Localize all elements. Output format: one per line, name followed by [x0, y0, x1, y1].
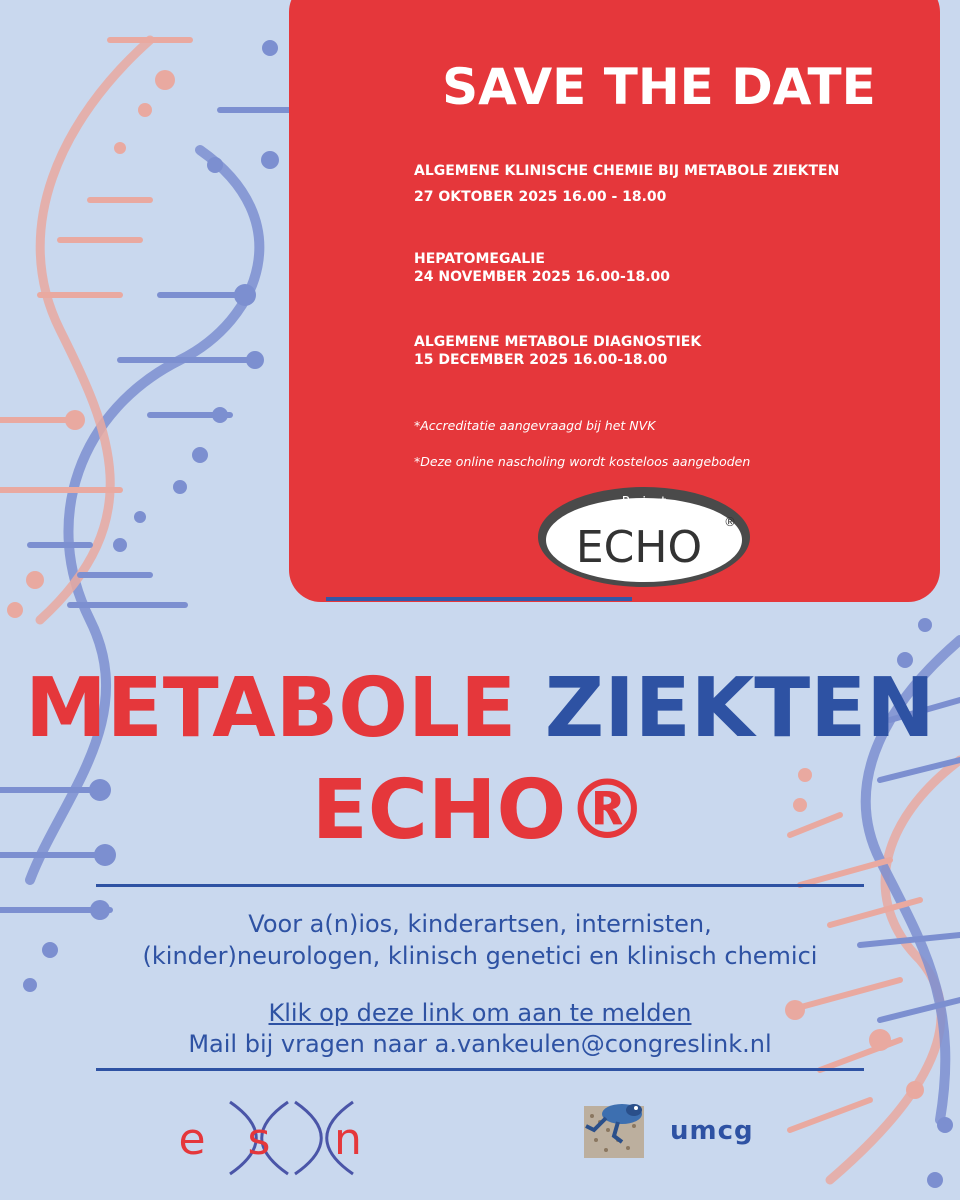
event-datetime: 24 NOVEMBER 2025 16.00-18.00	[414, 269, 671, 285]
echo-logo-top-text: Project	[621, 495, 667, 510]
main-title-line-2: ECHO®	[311, 763, 649, 858]
esn-letter-s: s	[247, 1114, 271, 1165]
event-2	[414, 250, 670, 286]
free-note: *Deze online nascholing wordt kosteloos aangeboden	[414, 454, 751, 469]
save-the-date-heading: SAVE THE DATE	[442, 58, 876, 116]
event-datetime: 15 DECEMBER 2025 16.00-18.00	[414, 352, 668, 368]
esn-letter-e: e	[178, 1114, 206, 1165]
event-title: ALGEMENE KLINISCHE CHEMIE BIJ METABOLE ZIEKTEN	[414, 163, 840, 179]
divider-top	[96, 884, 864, 887]
card-underline	[326, 597, 632, 601]
project-echo-logo	[535, 484, 753, 590]
main-title-line-1	[0, 661, 960, 756]
echo-logo-registered-mark: ®	[724, 515, 736, 529]
esn-logo	[170, 1096, 370, 1180]
audience-line-2: (kinder)neurologen, klinisch genetici en klinisch chemici	[142, 942, 818, 970]
contact-block	[0, 998, 960, 1060]
event-1	[414, 162, 839, 206]
event-title: ALGEMENE METABOLE DIAGNOSTIEK	[414, 334, 702, 350]
divider-bottom	[96, 1068, 864, 1071]
umcg-wordmark: umcg	[670, 1116, 754, 1146]
accreditation-note: *Accreditatie aangevraagd bij het NVK	[414, 418, 656, 433]
esn-letter-n: n	[334, 1114, 362, 1165]
echo-logo-main-text: ECHO	[575, 522, 703, 573]
event-title: HEPATOMEGALIE	[414, 251, 545, 267]
event-3	[414, 333, 701, 369]
mail-text: Mail bij vragen naar a.vankeulen@congreslink.nl	[188, 1030, 772, 1058]
audience-text	[0, 908, 960, 972]
main-title-word-2: ZIEKTEN	[544, 661, 935, 756]
registration-link[interactable]: Klik op deze link om aan te melden	[268, 999, 692, 1027]
frog-icon	[584, 1104, 644, 1158]
main-title-word-1: METABOLE	[25, 661, 517, 756]
audience-line-1: Voor a(n)ios, kinderartsen, internisten,	[248, 910, 712, 938]
event-datetime: 27 OKTOBER 2025 16.00 - 18.00	[414, 189, 667, 205]
